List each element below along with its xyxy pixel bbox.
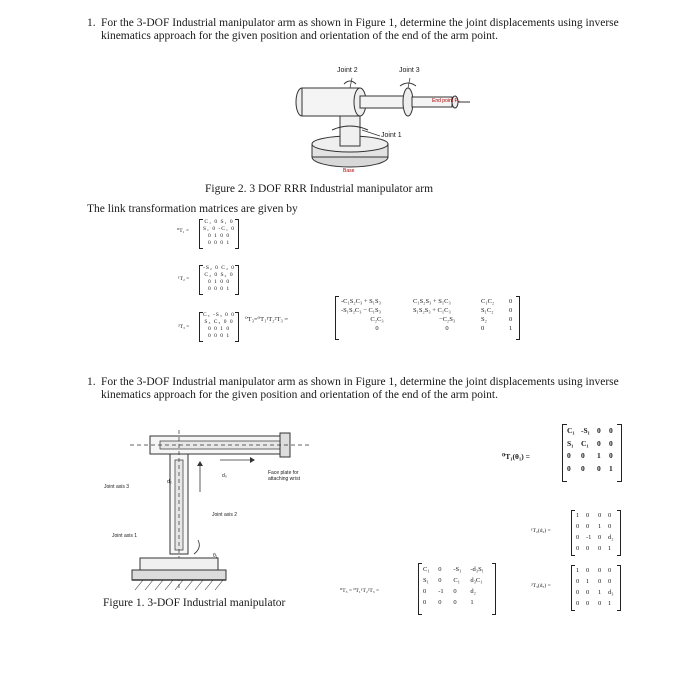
matrix-cell: S₁	[567, 438, 574, 448]
matrix-row	[422, 586, 496, 597]
matrix-cell: 1	[597, 451, 601, 460]
matrix-cell: C₁	[581, 438, 589, 448]
question-text: For the 3-DOF Industrial manipulator arm as shown in Figure 1, determine the joint displacements using inverse kinematics approach for the given position and orientation of the end of the arm point.	[101, 376, 619, 401]
matrix-cell: 0	[598, 534, 602, 541]
d2-label: d₂	[167, 479, 172, 485]
matrix-row: 0 0 0 1	[207, 240, 231, 246]
t03-label: ⁰T₃=⁰T₁¹T₂²T₃ =	[245, 316, 289, 323]
matrix-cell: 0	[375, 325, 379, 332]
question-1	[87, 17, 627, 47]
matrix-cell: d₃C₁	[470, 577, 483, 584]
matrix-cell: 0	[598, 600, 602, 607]
matrix-cell: d₃	[608, 589, 614, 596]
t23-large-matrix	[571, 565, 621, 611]
endpoint-label: End point Pₐ	[432, 98, 460, 104]
joint-axis-1-label: Joint axis 1	[112, 533, 138, 539]
matrix-cell: 0	[423, 599, 427, 606]
matrix-cell: 0	[567, 451, 571, 460]
matrix-cell: S₁	[423, 577, 429, 584]
matrix-cell: 1	[598, 589, 602, 596]
t01-matrix	[199, 219, 239, 249]
t12-matrix	[199, 265, 239, 295]
matrix-cell: -1	[438, 588, 444, 595]
matrix-cell: 0	[586, 567, 590, 574]
matrix-cell: S₁C₂	[481, 307, 494, 314]
t03-large-matrix	[418, 563, 496, 615]
matrix-cell: 0	[586, 523, 590, 530]
matrix-cell: C₁	[567, 426, 575, 435]
matrix-cell: 0	[576, 578, 580, 585]
theta-arrow	[194, 540, 199, 554]
matrix-cell: 0	[423, 588, 427, 595]
matrix-cell: 0	[576, 600, 580, 607]
matrix-cell: 0	[481, 325, 485, 332]
matrix-cell: C₁	[453, 577, 460, 584]
matrix-cell: 1	[598, 523, 602, 530]
matrix-cell: d₂	[470, 588, 476, 595]
matrix-row: 0 1 0 0	[207, 279, 231, 285]
matrix-cell: C₁C₂	[481, 298, 495, 305]
matrix-cell: 0	[509, 298, 513, 305]
matrix-row	[566, 463, 620, 476]
matrix-cell: 0	[453, 599, 457, 606]
matrix-row	[575, 598, 621, 609]
matrix-row	[575, 587, 621, 598]
matrix-row: 0 1 0 0	[207, 233, 231, 239]
matrix-cell: 0	[609, 451, 613, 460]
matrix-row	[422, 564, 496, 575]
matrix-row	[341, 306, 517, 315]
matrix-row: 0 0 0 1	[207, 333, 231, 339]
base-label: Base	[343, 168, 355, 174]
matrix-cell: 0	[586, 545, 590, 552]
matrix-cell: 0	[438, 599, 442, 606]
matrix-cell: 1	[576, 512, 580, 519]
face-plate-label: Face plate for attaching wrist	[268, 470, 300, 482]
matrix-cell: 0	[608, 578, 612, 585]
matrix-row: -S₂ 0 C₂ 0	[203, 265, 236, 271]
t03-large-label: ⁰T₃ = ⁰T₁¹T₂²T₃ =	[340, 588, 380, 594]
matrix-cell: 0	[597, 463, 601, 473]
matrix-row: S₁ 0 -C₁ 0	[203, 226, 236, 232]
matrix-cell: 0	[597, 426, 601, 435]
matrix-row	[566, 450, 620, 463]
matrix-cell: 0	[438, 566, 442, 573]
t12-large-label: ¹T₂(d₂) =	[531, 528, 551, 534]
matrix-cell: 0	[567, 463, 571, 473]
question-text: For the 3-DOF Industrial manipulator arm as shown in Figure 1, determine the joint displacements using inverse kinematics approach for the given position and orientation of the end of the arm point.	[101, 17, 619, 42]
matrix-cell: 0	[509, 316, 513, 323]
joint-axis-2-label: Joint axis 2	[212, 512, 238, 518]
matrix-row: S₃ C₃ 0 0	[204, 319, 234, 325]
matrix-cell: -1	[586, 534, 592, 541]
matrix-cell: 0	[586, 589, 590, 596]
matrix-cell: S₂	[481, 316, 487, 323]
t01-large-label: ⁰T₁(θ₁) =	[502, 452, 530, 461]
base-ground	[132, 570, 226, 580]
t03-matrix	[335, 296, 520, 340]
matrix-row	[422, 597, 496, 608]
matrix-row: C₁ 0 S₁ 0	[204, 219, 234, 225]
d3-label: d₃	[222, 473, 227, 479]
matrix-cell: 0	[576, 523, 580, 530]
joint-1-label: Joint 1	[381, 132, 402, 139]
matrix-cell: 0	[509, 307, 513, 314]
t01-label: ⁰T₁ =	[177, 228, 189, 234]
matrix-cell: 0	[609, 438, 613, 448]
question-number: 1.	[87, 376, 96, 388]
matrix-cell: 0	[581, 451, 585, 460]
matrix-cell: 1	[470, 599, 474, 606]
matrix-cell: 0	[598, 512, 602, 519]
t12-large-matrix	[571, 510, 621, 556]
matrix-row: 0 0 0 1	[207, 286, 231, 292]
matrix-cell: 1	[509, 325, 513, 332]
link-matrices-intro: The link transformation matrices are given by	[87, 203, 298, 215]
matrix-row	[341, 324, 517, 333]
matrix-cell: 1	[608, 545, 612, 552]
shoulder	[302, 88, 360, 116]
matrix-cell: 0	[608, 512, 612, 519]
matrix-row: C₂ 0 S₂ 0	[204, 272, 234, 278]
matrix-cell: C₂C₃	[370, 316, 384, 323]
matrix-row	[575, 543, 621, 554]
matrix-row	[575, 532, 621, 543]
matrix-row: C₃ -S₃ 0 0	[203, 312, 236, 318]
matrix-row	[566, 438, 620, 451]
upper-arm	[360, 96, 404, 108]
t23-matrix	[199, 312, 239, 342]
matrix-cell: 0	[581, 463, 585, 473]
matrix-cell: 1	[586, 578, 590, 585]
joint-axis-3-label: Joint axis 3	[104, 484, 130, 490]
matrix-cell: 0	[586, 600, 590, 607]
matrix-cell: -S₁	[453, 566, 462, 573]
figure-2-caption: Figure 2. 3 DOF RRR Industrial manipulator arm	[205, 183, 434, 195]
matrix-row: 0 0 1 0	[207, 326, 231, 332]
joint-3-label: Joint 3	[399, 67, 420, 74]
theta1-label: θ₁	[213, 553, 218, 559]
question-2	[87, 376, 627, 406]
matrix-cell: 0	[608, 567, 612, 574]
matrix-cell: -C₁S₂C₃ + S₁S₃	[341, 298, 381, 305]
ground-hatching	[135, 580, 223, 590]
t23-label: ²T₃ =	[178, 324, 190, 330]
matrix-cell: 0	[576, 589, 580, 596]
matrix-row	[341, 315, 517, 324]
matrix-cell: -S₁	[581, 426, 590, 435]
matrix-cell: d₂	[608, 534, 614, 541]
base-plate	[140, 558, 218, 570]
joint3-arrow	[400, 83, 416, 86]
matrix-row	[341, 297, 517, 306]
matrix-row	[422, 575, 496, 586]
matrix-cell: 0	[598, 578, 602, 585]
question-number: 1.	[87, 17, 96, 29]
matrix-cell: 0	[453, 588, 457, 595]
matrix-cell: 0	[597, 438, 601, 448]
joint-2-label: Joint 2	[337, 67, 358, 74]
t01-large-matrix	[562, 424, 622, 482]
figure-1-caption: Figure 1. 3-DOF Industrial manipulator	[103, 597, 286, 609]
matrix-cell: 1	[609, 463, 613, 473]
t12-label: ¹T₂ =	[178, 276, 190, 282]
matrix-cell: 1	[576, 567, 580, 574]
matrix-cell: 0	[438, 577, 442, 584]
matrix-cell: 1	[608, 600, 612, 607]
matrix-cell: C₁S₂S₃ + S₁C₃	[413, 298, 451, 305]
matrix-cell: 0	[576, 534, 580, 541]
matrix-cell: 0	[608, 523, 612, 530]
matrix-cell: 0	[586, 512, 590, 519]
figure-2-drawing	[270, 60, 510, 175]
matrix-cell: -d₃S₁	[470, 566, 484, 573]
matrix-cell: -S₁S₂C₃ − C₁S₃	[341, 307, 381, 314]
joint2-arrow	[344, 81, 356, 84]
matrix-cell: 0	[609, 426, 613, 435]
matrix-row	[575, 510, 621, 521]
matrix-cell: −C₂S₃	[438, 316, 456, 323]
matrix-cell: C₁	[423, 566, 430, 573]
matrix-cell: S₁S₂S₃ + C₁C₃	[413, 307, 451, 314]
matrix-cell: 0	[598, 545, 602, 552]
matrix-cell: 0	[445, 325, 449, 332]
matrix-row	[566, 425, 620, 438]
matrix-row	[575, 521, 621, 532]
horizontal-arm-inner	[160, 441, 280, 449]
matrix-cell: 0	[576, 545, 580, 552]
t23-large-label: ²T₃(d₃) =	[531, 583, 551, 589]
matrix-row	[575, 576, 621, 587]
matrix-cell: 0	[598, 567, 602, 574]
matrix-row	[575, 565, 621, 576]
